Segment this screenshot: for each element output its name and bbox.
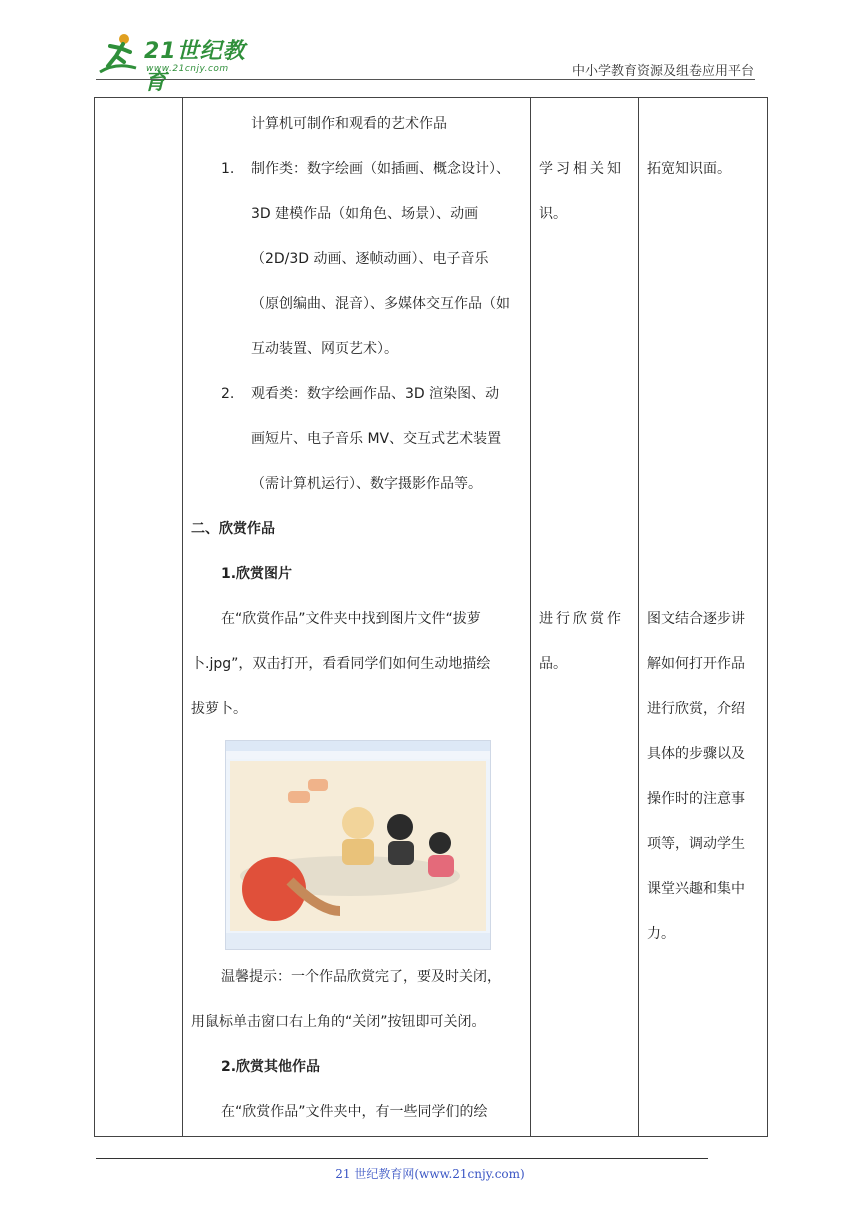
item1-line: （原创编曲、混音）、多媒体交互作品（如: [251, 296, 510, 312]
header-platform-title: 中小学教育资源及组卷应用平台: [571, 64, 754, 79]
viewer-titlebar: [226, 741, 490, 751]
table-row: [95, 98, 768, 1137]
student-text: 学习相关知: [539, 161, 624, 177]
intent-text: 力。: [647, 926, 675, 942]
artwork-screenshot-image: [225, 740, 491, 950]
runner-logo-icon: [96, 32, 142, 76]
intent-text: 拓宽知识面。: [647, 161, 731, 177]
student-activity-cell: [531, 98, 639, 1137]
viewer-menubar: [226, 751, 490, 759]
intent-text: 操作时的注意事: [647, 791, 745, 807]
brand-name: 21世纪教育: [144, 39, 246, 95]
intent-text: 具体的步骤以及: [647, 746, 745, 762]
tip-line: 用鼠标单击窗口右上角的“关闭”按钮即可关闭。: [191, 1014, 486, 1030]
footer-divider: [96, 1158, 708, 1159]
brand-url: www.21cnjy.com: [146, 64, 229, 74]
item1-line: 3D 建模作品（如角色、场景）、动画: [251, 206, 479, 222]
header-divider: [96, 79, 755, 80]
student-text: 进行欣赏作: [539, 611, 624, 627]
design-intent-cell: [639, 98, 768, 1137]
tip-line: 温馨提示：一个作品欣赏完了，要及时关闭，: [221, 969, 501, 985]
student-text: 识。: [539, 206, 567, 222]
student-text: 品。: [539, 656, 567, 672]
item1-line: （2D/3D 动画、逐帧动画）、电子音乐: [251, 251, 489, 267]
item1-line: 互动装置、网页艺术）。: [251, 341, 398, 357]
para2-line: 在“欣赏作品”文件夹中，有一些同学们的绘: [221, 1104, 488, 1120]
sub2-title: 2.欣赏其他作品: [221, 1059, 321, 1075]
intro-line: 计算机可制作和观看的艺术作品: [251, 116, 447, 132]
intent-text: 图文结合逐步讲: [647, 611, 745, 627]
section2-title: 二、欣赏作品: [191, 521, 275, 537]
lesson-table: [94, 97, 768, 1137]
intent-text: 课堂兴趣和集中: [647, 881, 745, 897]
intent-text: 解如何打开作品: [647, 656, 745, 672]
item2-number: 2.: [221, 386, 235, 402]
footer-link[interactable]: 21 世纪教育网(www.21cnjy.com): [335, 1167, 525, 1181]
item1-line: 制作类：数字绘画（如插画、概念设计）、: [251, 161, 510, 177]
intent-text: 项等，调动学生: [647, 836, 745, 852]
sub1-title: 1.欣赏图片: [221, 566, 293, 582]
intent-text: 进行欣赏，介绍: [647, 701, 745, 717]
para1-line: 拔萝卜。: [191, 701, 247, 717]
site-logo[interactable]: [96, 30, 266, 95]
page-header: [0, 0, 860, 95]
stage-cell: [95, 98, 183, 1137]
para1-line: 卜.jpg”，双击打开，看看同学们如何生动地描绘: [191, 656, 491, 672]
item1-number: 1.: [221, 161, 235, 177]
teaching-content-cell: [183, 98, 531, 1137]
viewer-controls-bar[interactable]: [226, 933, 490, 949]
pulling-radish-painting: [230, 761, 486, 931]
para1-line: 在“欣赏作品”文件夹中找到图片文件“拔萝: [221, 611, 481, 627]
item2-line: （需计算机运行）、数字摄影作品等。: [251, 476, 482, 492]
item2-line: 观看类：数字绘画作品、3D 渲染图、动: [251, 386, 500, 402]
item2-line: 画短片、电子音乐 MV、交互式艺术装置: [251, 431, 502, 447]
